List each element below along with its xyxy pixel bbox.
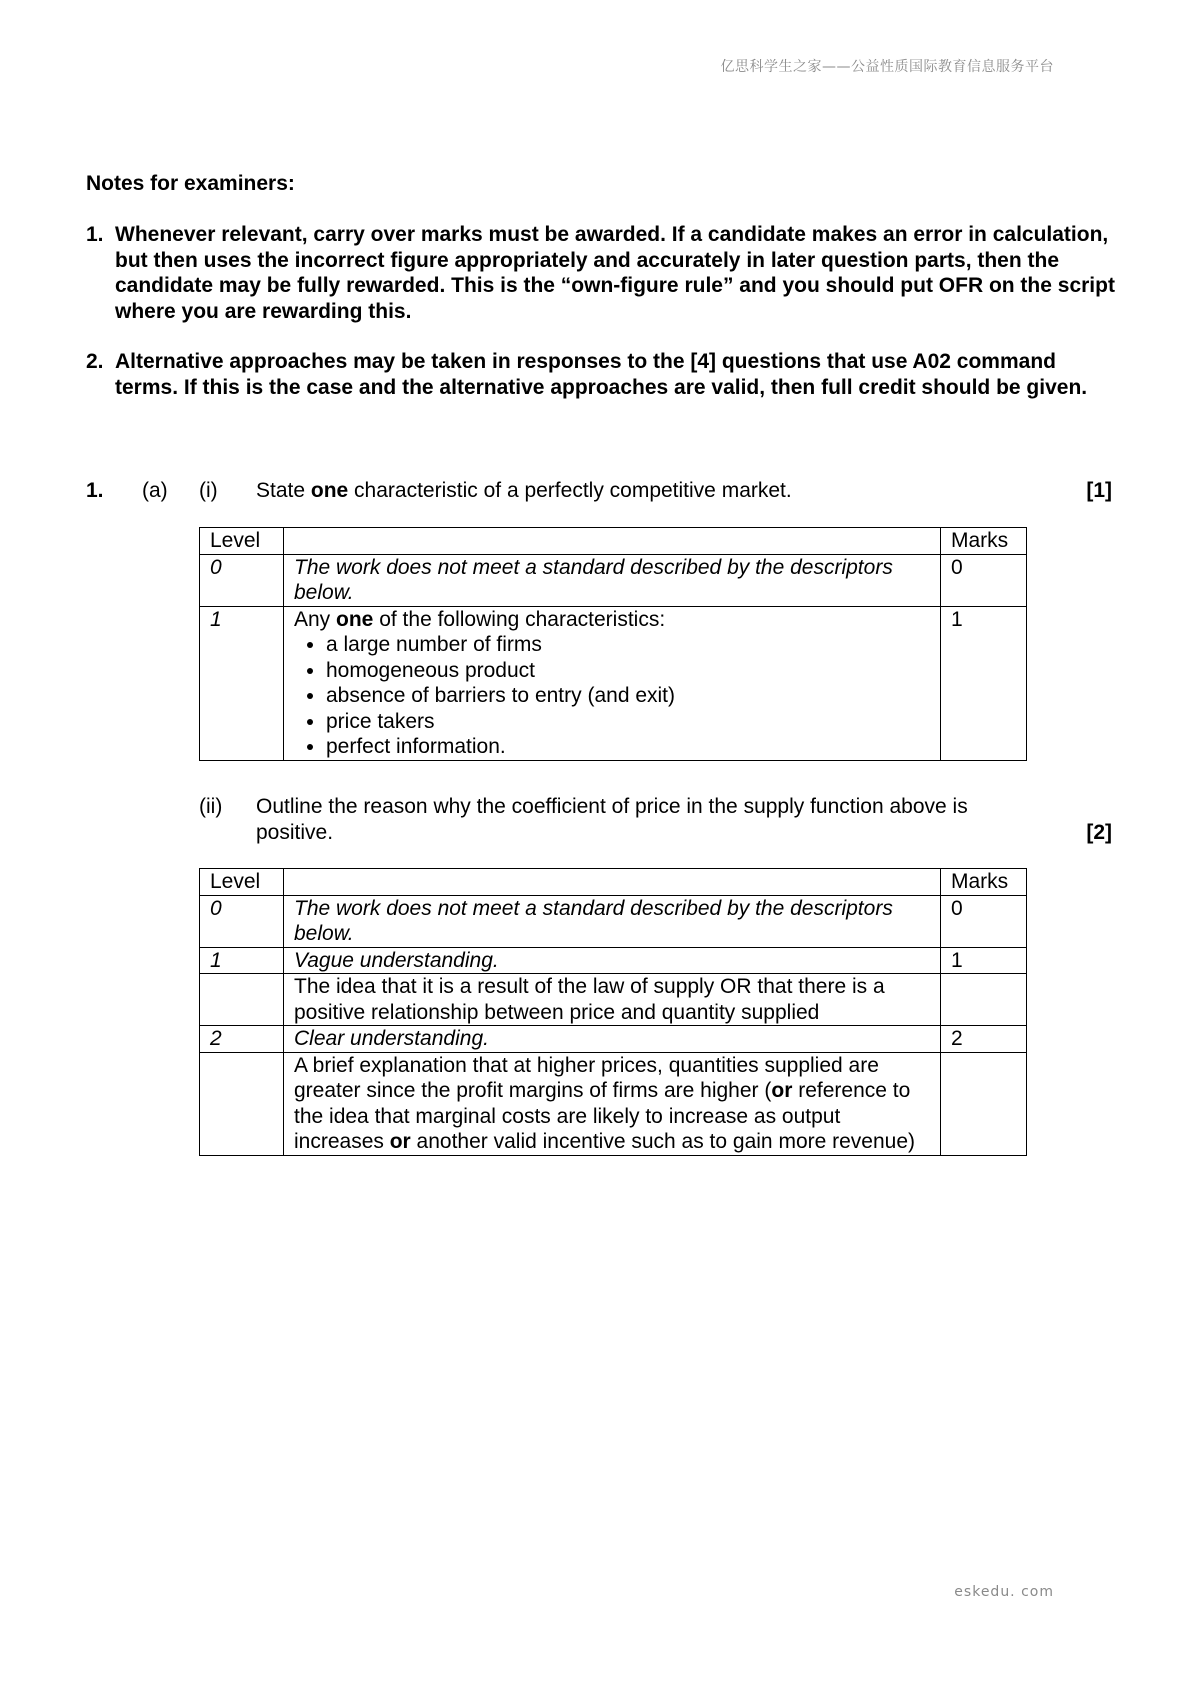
header-level: Level: [200, 528, 284, 555]
text-fragment: of the following characteristics:: [373, 607, 666, 631]
descriptor-cell: The work does not meet a standard described by the descriptors below.: [284, 554, 941, 606]
header-marks: Marks: [941, 528, 1027, 555]
markscheme-table-i: [199, 527, 1027, 761]
level-cell: 2: [200, 1026, 284, 1053]
text-emphasis: one: [336, 607, 374, 631]
list-item: • absence of barriers to entry (and exit): [326, 683, 930, 709]
descriptor-cell: The work does not meet a standard described by the descriptors below.: [284, 895, 941, 947]
level-cell: 1: [200, 606, 284, 760]
note-text: Alternative approaches may be taken in responses to the [4] questions that use A02 command terms. If this is the case and the alternative approaches are valid, then full credit should be given.: [115, 350, 1088, 399]
header-marks: Marks: [941, 869, 1027, 896]
note-number: 2.: [86, 350, 104, 373]
header-descriptor: [284, 869, 941, 896]
descriptor-intro: [294, 607, 930, 633]
marks-cell: [941, 974, 1027, 1026]
text-fragment: State: [256, 479, 311, 502]
text-fragment: Any: [294, 607, 337, 631]
list-item: • a large number of firms: [326, 632, 930, 658]
level-cell: [200, 1052, 284, 1155]
text-emphasis: or: [389, 1130, 411, 1153]
marks-indicator-i: [1]: [1086, 479, 1112, 502]
text-emphasis: or: [771, 1079, 793, 1102]
text-fragment: another valid incentive such as to gain more revenue): [410, 1130, 916, 1153]
level-cell: 0: [200, 895, 284, 947]
text-emphasis: one: [310, 479, 349, 502]
descriptor-cell: Vague understanding.: [284, 947, 941, 974]
note-number: 1.: [86, 223, 104, 246]
table-row: [200, 554, 1027, 606]
text-fragment: reference to the idea that marginal costs are likely to increase as output increases: [294, 1079, 911, 1153]
level-cell: 1: [200, 947, 284, 974]
level-cell: 0: [200, 554, 284, 606]
note-text: Whenever relevant, carry over marks must be awarded. If a candidate makes an error in calculation, but then uses the incorrect figure appropriately and accurately in later question parts, then the candidate may be fully rewarded. This is the “own-figure rule” and you should put OFR on the script where you are rewarding this.: [115, 223, 1115, 323]
characteristics-list: [294, 632, 930, 760]
marks-cell: 0: [941, 895, 1027, 947]
descriptor-cell: The idea that it is a result of the law of supply OR that there is a positive relationship between price and quantity supplied: [284, 974, 941, 1026]
text-fragment: A brief explanation that at higher prices, quantities supplied are greater since the profit margins of firms are higher (: [294, 1053, 879, 1102]
question-part: (a): [142, 479, 168, 502]
marks-indicator-ii: [2]: [1086, 821, 1112, 844]
table-row: [200, 895, 1027, 947]
header-watermark: 亿思科学生之家——公益性质国际教育信息服务平台: [720, 59, 1054, 75]
marks-cell: 1: [941, 947, 1027, 974]
list-item: • price takers: [326, 709, 930, 735]
level-cell: [200, 974, 284, 1026]
text-fragment: characteristic of a perfectly competitive market.: [348, 479, 792, 502]
subquestion-label-i: (i): [199, 479, 218, 502]
subquestion-text-i: [256, 478, 792, 504]
list-item: • perfect information.: [326, 734, 930, 760]
note-item-2: [86, 349, 1116, 400]
subquestion-label-ii: (ii): [199, 795, 223, 818]
note-item-1: [86, 222, 1116, 324]
table-row: [200, 606, 1027, 760]
footer-watermark: eskedu. com: [954, 1584, 1054, 1600]
question-number: 1.: [86, 479, 104, 502]
list-item: • homogeneous product: [326, 658, 930, 684]
header-descriptor: [284, 528, 941, 555]
marks-cell: [941, 1052, 1027, 1155]
descriptor-cell: Clear understanding.: [284, 1026, 941, 1053]
descriptor-cell: [284, 606, 941, 760]
table-row: [200, 1052, 1027, 1155]
marks-cell: 1: [941, 606, 1027, 760]
notes-title: Notes for examiners:: [86, 172, 295, 195]
header-level: Level: [200, 869, 284, 896]
table-row: [200, 974, 1027, 1026]
marks-cell: 2: [941, 1026, 1027, 1053]
descriptor-cell: [284, 1052, 941, 1155]
marks-cell: 0: [941, 554, 1027, 606]
table-row: [200, 947, 1027, 974]
table-header-row: [200, 528, 1027, 555]
markscheme-table-ii: [199, 868, 1027, 1156]
subquestion-text-ii: Outline the reason why the coefficient of price in the supply function above is positive.: [256, 795, 968, 844]
table-row: [200, 1026, 1027, 1053]
table-header-row: [200, 869, 1027, 896]
